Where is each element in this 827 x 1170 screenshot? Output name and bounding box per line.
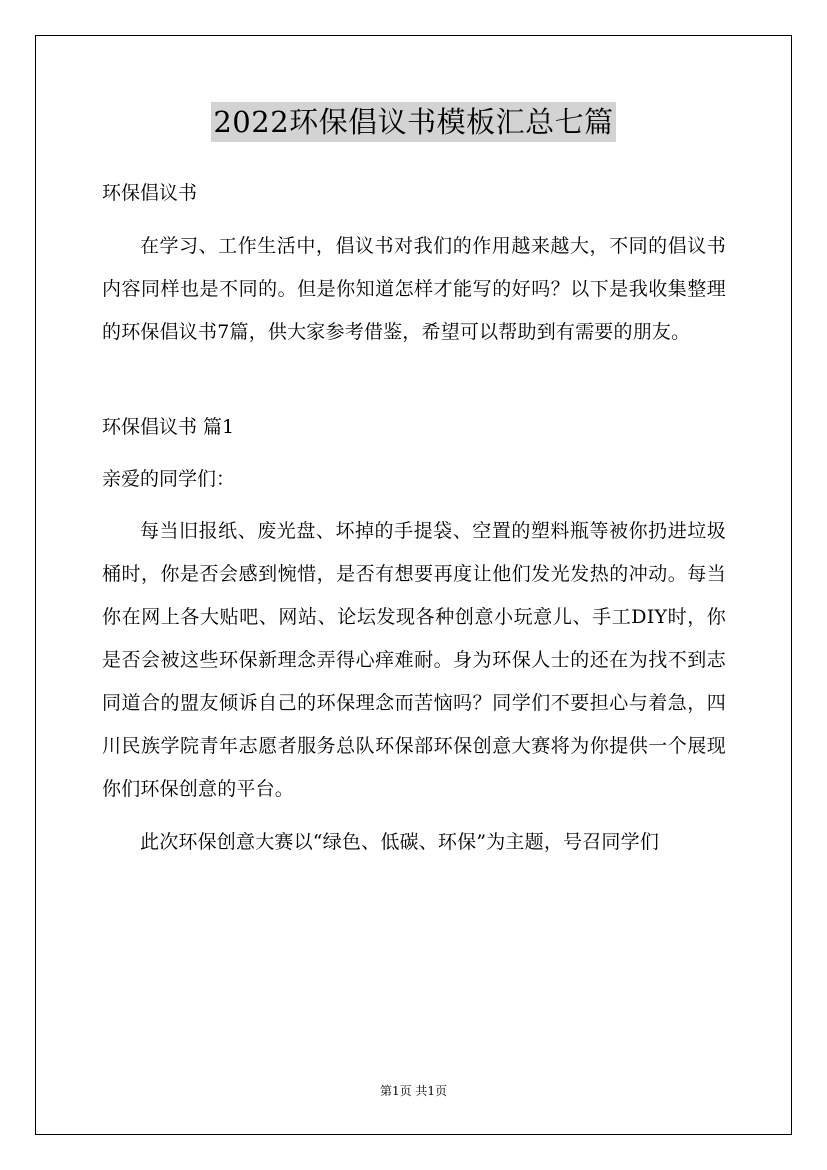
section-heading: 环保倡议书 篇1 — [102, 416, 235, 438]
spacer — [102, 501, 726, 510]
spacer — [102, 811, 726, 821]
title-container — [0, 102, 827, 142]
intro-paragraph: 在学习、工作生活中，倡议书对我们的作用越来越大，不同的倡议书内容同样也是不同的。但是你知道怎样才能写的好吗？以下是我收集整理的环保倡议书7篇，供大家参考借鉴，希望可以帮助到有需要的朋友。 — [102, 235, 726, 343]
spacer — [102, 215, 726, 225]
salutation: 亲爱的同学们： — [102, 468, 236, 490]
intro-heading: 环保倡议书 — [102, 182, 198, 204]
page-footer: 第1页 共1页 — [379, 1084, 448, 1098]
document-body — [102, 172, 726, 864]
body-paragraph: 此次环保创意大赛以“绿色、低碳、环保”为主题，号召同学们 — [140, 831, 660, 853]
spacer — [102, 449, 726, 458]
body-paragraph: 每当旧报纸、废光盘、坏掉的手提袋、空置的塑料瓶等被你扔进垃圾桶时，你是否会感到惋惜，是否有想要再度让他们发光发热的冲动。每当你在网上各大贴吧、网站、论坛发现各种创意小玩意儿、手工DIY时，你是否会被这些环保新理念弄得心痒难耐。身为环保人士的还在为找不到志同道合的盟友倾诉自己的环保理念而苦恼吗？同学们不要担心与着急，四川民族学院青年志愿者服务总队环保部环保创意大赛将为你提供一个展现你们环保创意的平台。 — [102, 520, 726, 800]
spacer — [102, 354, 726, 406]
document-title: 2022环保倡议书模板汇总七篇 — [211, 102, 615, 142]
